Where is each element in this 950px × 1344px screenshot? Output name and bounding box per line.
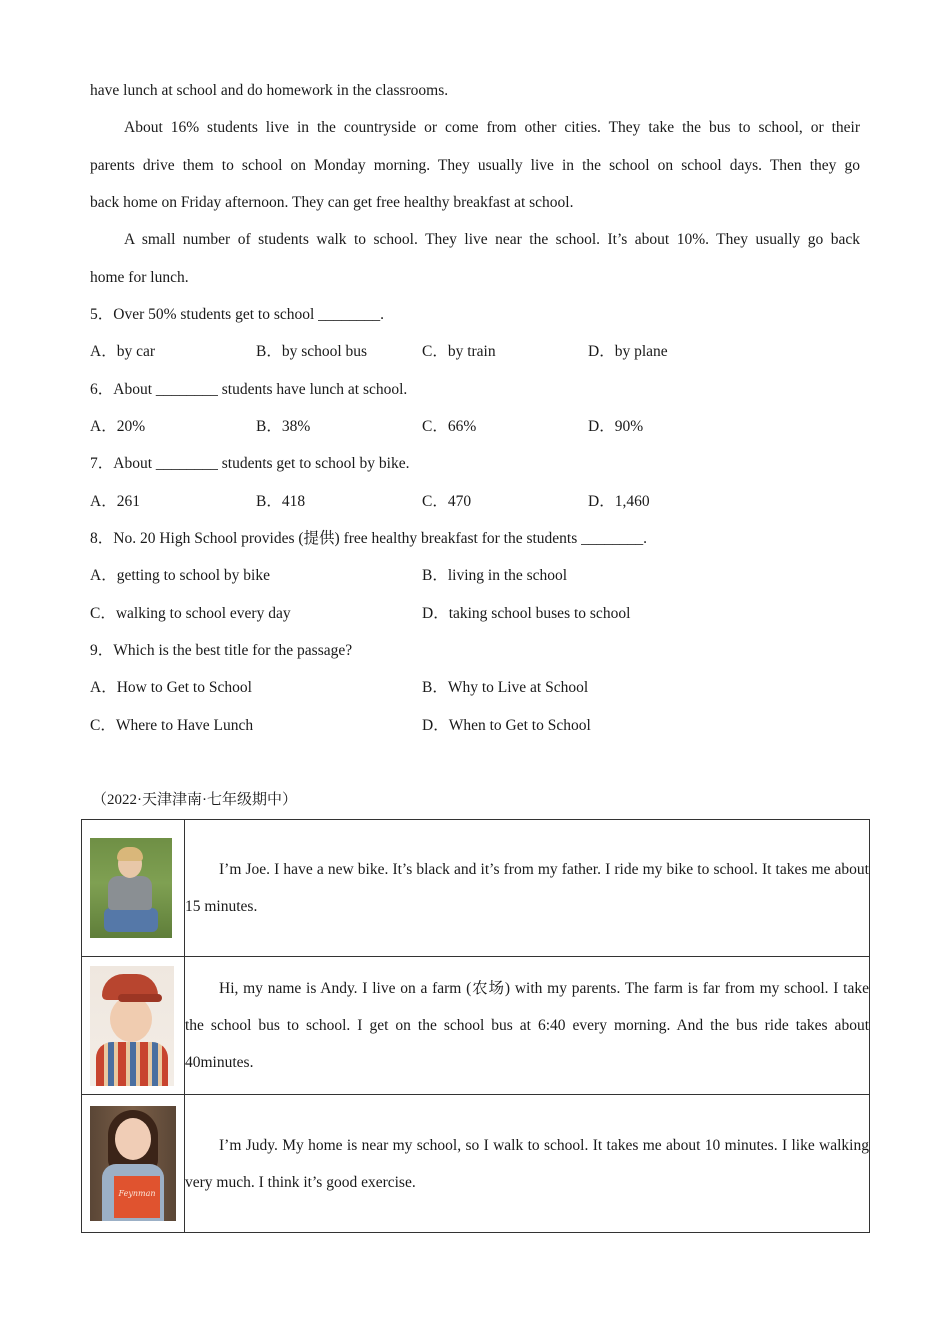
option-d[interactable]: D．When to Get to School [422, 717, 591, 734]
option-c[interactable]: C．Where to Have Lunch [90, 717, 254, 734]
option-c[interactable]: C．470 [422, 493, 472, 510]
text-cell [185, 1095, 870, 1233]
photo-cell [82, 1095, 185, 1233]
option-a[interactable]: A．20% [90, 418, 146, 435]
passage-line: back home on Friday afternoon. They can get free healthy breakfast at school. [90, 194, 574, 211]
passage-line: A small number of students walk to school. They live near the school. It’s about 10%. They usually go back [124, 231, 860, 248]
question-stem: 9．Which is the best title for the passage? [90, 642, 353, 659]
text-cell [185, 957, 870, 1095]
photo-cell [82, 820, 185, 957]
people-table [81, 819, 870, 1233]
option-a[interactable]: A．261 [90, 493, 140, 510]
passage-line: About 16% students live in the countryside or come from other cities. They take the bus to school, or their [124, 119, 860, 136]
option-b[interactable]: B．418 [256, 493, 306, 510]
boy-sitting-on-grass-photo-icon [90, 838, 172, 938]
person-description: I’m Judy. My home is near my school, so I walk to school. It takes me about 10 minutes. I like walking very much. I think it’s good exercise. [185, 1136, 869, 1191]
person-description: I’m Joe. I have a new bike. It’s black and it’s from my father. I ride my bike to school. It takes me about 15 minutes. [185, 861, 869, 915]
option-b[interactable]: B．living in the school [422, 567, 568, 584]
boy-with-red-cap-photo-icon [90, 966, 174, 1086]
person-description: Hi, my name is Andy. I live on a farm (农场) with my parents. The farm is far from my school. I take the school bus to school. I get on the school bus at 6:40 every morning. And the bus ride takes about 40minutes. [185, 980, 869, 1071]
passage-line: have lunch at school and do homework in the classrooms. [90, 82, 449, 99]
option-b[interactable]: B．38% [256, 418, 311, 435]
option-c[interactable]: C．walking to school every day [90, 605, 291, 622]
option-b[interactable]: B．by school bus [256, 343, 368, 360]
table-row [82, 1095, 870, 1233]
passage-line: home for lunch. [90, 269, 189, 286]
option-d[interactable]: D．taking school buses to school [422, 605, 631, 622]
option-d[interactable]: D．1,460 [588, 493, 650, 510]
table-row [82, 820, 870, 957]
option-b[interactable]: B．Why to Live at School [422, 679, 589, 696]
table-row [82, 957, 870, 1095]
option-c[interactable]: C．by train [422, 343, 496, 360]
option-a[interactable]: A．How to Get to School [90, 679, 252, 696]
text-cell [185, 820, 870, 957]
question-stem: 8．No. 20 High School provides (提供) free healthy breakfast for the students ________. [90, 530, 648, 547]
option-a[interactable]: A．getting to school by bike [90, 567, 270, 584]
option-c[interactable]: C．66% [422, 418, 477, 435]
question-stem: 5．Over 50% students get to school ________. [90, 306, 385, 323]
book-title: Feynman [118, 1189, 156, 1198]
option-d[interactable]: D．by plane [588, 343, 668, 360]
option-d[interactable]: D．90% [588, 418, 644, 435]
photo-cell [82, 957, 185, 1095]
girl-holding-book-photo-icon [90, 1106, 176, 1221]
question-stem: 7．About ________ students get to school by bike. [90, 455, 410, 472]
question-stem: 6．About ________ students have lunch at school. [90, 381, 408, 398]
passage-line: parents drive them to school on Monday morning. They usually live in the school on school days. Then they go [90, 157, 860, 174]
option-a[interactable]: A．by car [90, 343, 155, 360]
source-label: （2022·天津津南·七年级期中） [92, 792, 297, 808]
